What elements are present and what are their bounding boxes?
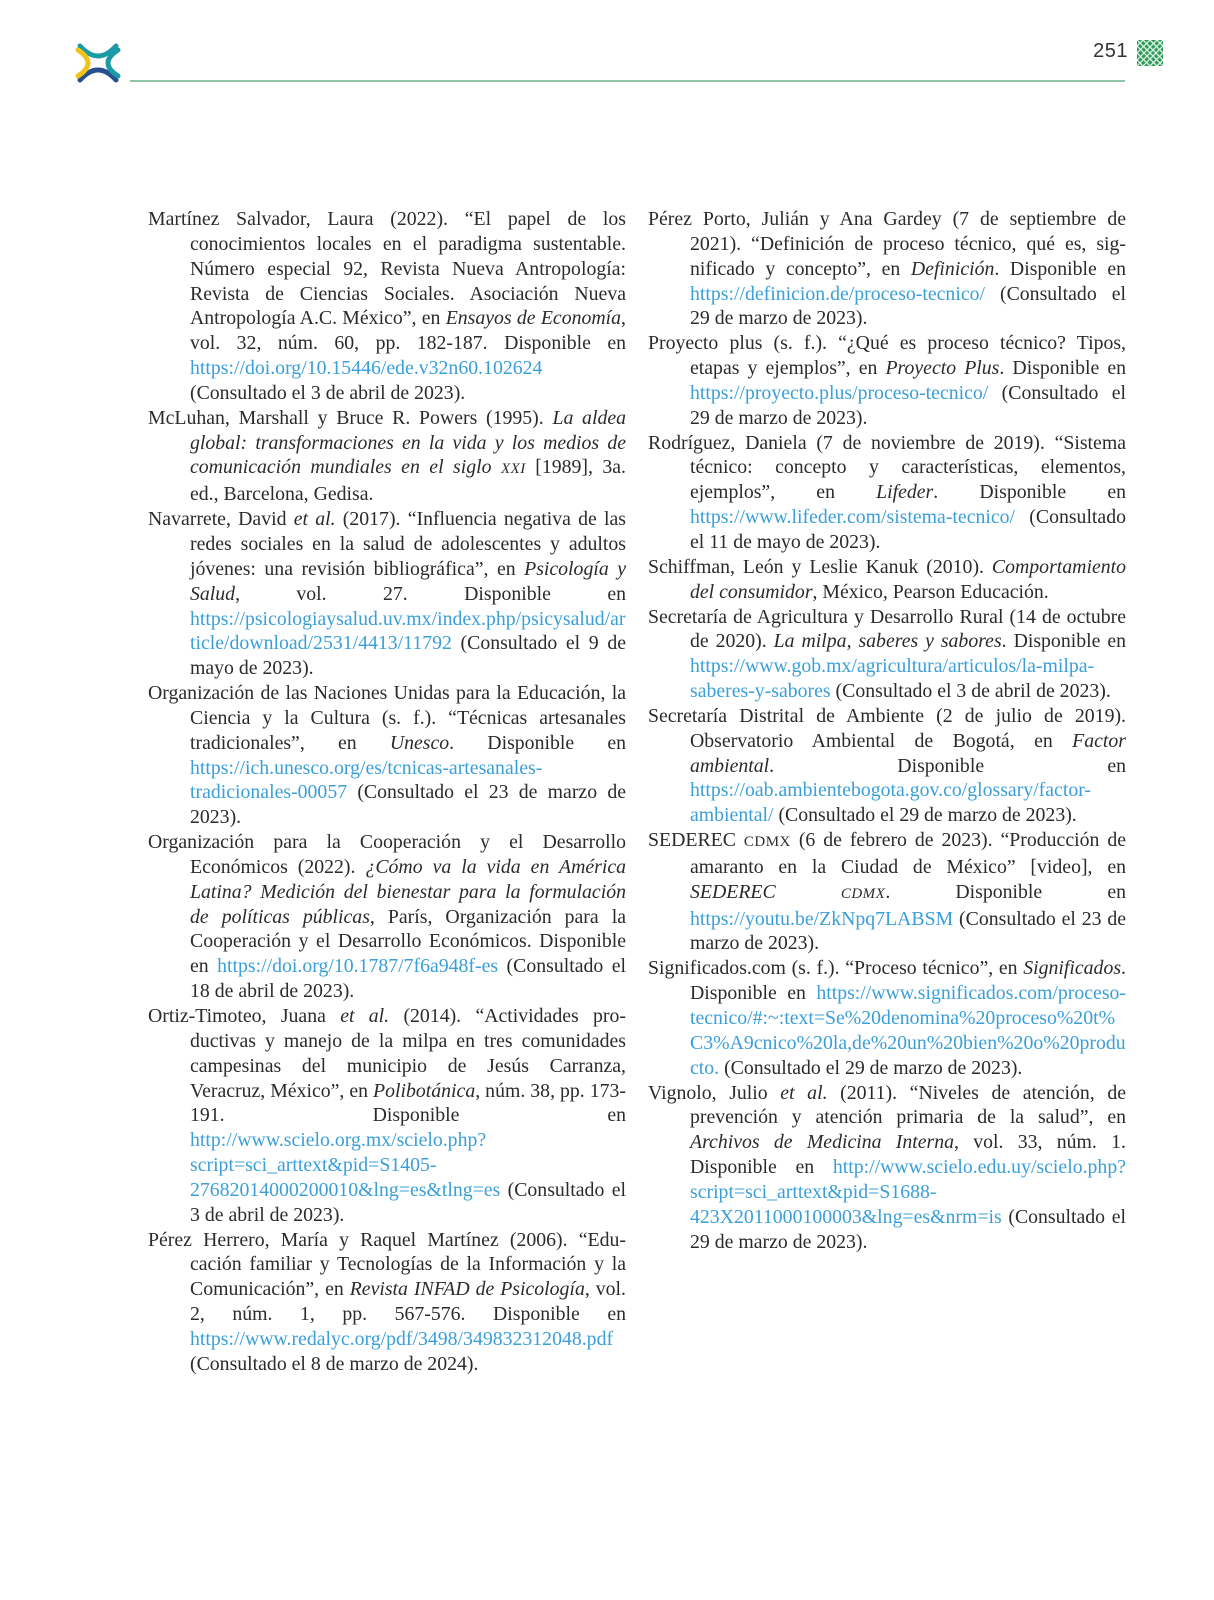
reference-link[interactable]: https://definicion.de/proceso-tecnico/ [690, 282, 985, 305]
reference-link[interactable]: http://www.scielo.edu.uy/scielo.php?script=sci_arttext&pid=S1688-423X2011000100003&lng=es&nrm=is [690, 1156, 1126, 1228]
reference-entry: Rodríguez, Daniela (7 de noviembre de 2019). “Sistema técnico: concepto y características, elementos, ejemplos”, en Lifeder. Disponible en https://www.lifeder.com/sistema-tecnico/ (Consultado el 11 de mayo de 2023). [648, 431, 1126, 553]
reference-entry: McLuhan, Marshall y Bruce R. Powers (1995). La aldea global: transformaciones en la vida y los medios de comunicación mundiales en el siglo XXI [1989], 3a. ed., Barcelona, Gedisa. [148, 406, 627, 506]
reference-entry: Pérez Porto, Julián y Ana Gardey (7 de septiembre de 2021). “Definición de proceso técnico, qué es, significado y concepto”, en Definición. Disponible en https://definicion.de/proceso-tecnico/ (Consultado el 29 de marzo de 2023). [648, 208, 1127, 330]
reference-link[interactable]: https://oab.ambientebogota.gov.co/glossary/factor-ambiental/ [690, 779, 1091, 827]
page-number: 251 [1093, 40, 1128, 62]
reference-entry: Secretaría de Agricultura y Desarrollo Rural (14 de octubre de 2020). La milpa, saberes y sabores. Disponible en https://www.gob.mx/agricultura/articulos/la-milpa-saberes-y-sabores (Consultado el 3 de abril de 2023). [648, 605, 1126, 703]
reference-entry: Vignolo, Julio et al. (2011). “Niveles de atención, de prevención y atención primaria de la salud”, en Archivos de Medicina Interna, vol. 33, núm. 1. Disponible en http://www.scielo.edu.uy/scielo.php?script=sci_arttext&pid=S1688-423X2011000100003&lng=es&nrm=is (Consultado el 29 de marzo de 2023). [648, 1081, 1126, 1253]
reference-entry: Proyecto plus (s. f.). “¿Qué es proceso técnico? Tipos, etapas y ejemplos”, en Proyecto Plus. Disponible en https://proyecto.plus/proceso-tecnico/ (Consultado el 29 de marzo de 2023). [648, 332, 1126, 429]
reference-entry: Martínez Salvador, Laura (2022). “El papel de los conocimientos locales en el paradigma sustentable. Número especial 92, Revista Nueva Antropología: Revista de Ciencias Sociales. Asociación Nueva Antropología A.C. México”, en Ensayos de Economía, vol. 32, núm. 60, pp. 182-187. Disponible en https://doi.org/10.15446/ede.v32n60.102624 (Consultado el 3 de abril de 2023). [148, 208, 626, 404]
reference-link[interactable]: http://www.scielo.org.mx/scielo.php?script=sci_arttext&pid=S1405-27682014000200010&lng=es&tlng=es [190, 1129, 501, 1201]
right-column [648, 207, 1126, 1254]
reference-link[interactable]: https://www.significados.com/proceso-tecnico/#:~:text=Se%20denomina%20proceso%20t%C3%A9cnico%20la,de%20un%20bien%20o%20producto. [690, 982, 1126, 1079]
reference-entry: Schiffman, León y Leslie Kanuk (2010). Comportamiento del consumidor, México, Pearson Educación. [648, 555, 1126, 603]
reference-link[interactable]: https://doi.org/10.1787/7f6a948f-es [217, 955, 499, 978]
reference-link[interactable]: https://youtu.be/ZkNpq7LABSM [690, 907, 954, 930]
header-rule [130, 80, 1125, 82]
left-column [148, 207, 626, 1377]
reference-link[interactable]: https://www.gob.mx/agricultura/articulos/la-milpa-saberes-y-sabores [690, 655, 1095, 703]
reference-link[interactable]: https://www.redalyc.org/pdf/3498/349832312048.pdf [190, 1327, 614, 1350]
reference-link[interactable]: https://doi.org/10.15446/ede.v32n60.102624 [190, 357, 543, 380]
reference-link[interactable]: https://proyecto.plus/proceso-tecnico/ [690, 381, 989, 404]
reference-entry: Ortiz-Timoteo, Juana et al. (2014). “Actividades productivas y manejo de la milpa en tres comunidades campesinas del municipio de Jesús Carranza, Veracruz, México”, en Polibotánica, núm. 38, pp. 173-191. Disponible en http://www.scielo.org.mx/scielo.php?script=sci_arttext&pid=S1405-27682014000200010&lng=es&tlng=es (Consultado el 3 de abril de 2023). [148, 1005, 626, 1226]
reference-entry: Organización para la Cooperación y el Desarrollo Económicos (2022). ¿Cómo va la vida en América Latina? Medición del bienestar para la formulación de políticas públicas, París, Organización para la Cooperación y el Desarrollo Económicos. Disponible en https://doi.org/10.1787/7f6a948f-es (Consultado el 18 de abril de 2023). [148, 831, 626, 1003]
reference-entry: Pérez Herrero, María y Raquel Martínez (2006). “Educación familiar y Tecnologías de la Información y la Comunicación”, en Revista INFAD de Psicología, vol. 2, núm. 1, pp. 567-576. Disponible en https://www.redalyc.org/pdf/3498/349832312048.pdf (Consultado el 8 de marzo de 2024). [148, 1228, 626, 1375]
reference-entry: Navarrete, David et al. (2017). “Influencia negativa de las redes sociales en la salud de adolescentes y adultos jóvenes: una revisión bibliográfica”, en Psicología y Salud, vol. 27. Disponible en https://psicologiaysalud.uv.mx/index.php/psicysalud/article/download/2531/4413/11792 (Consultado el 9 de mayo de 2023). [148, 508, 626, 680]
reference-entry: Significados.com (s. f.). “Proceso técnico”, en Significados. Disponible en https://www.significados.com/proceso-tecnico/#:~:text=Se%20denomina%20proceso%20t%C3%A9cnico%20la,de%20un%20bien%20o%20producto. (Consultado el 29 de marzo de 2023). [648, 957, 1126, 1079]
reference-entry: SEDEREC CDMX (6 de febrero de 2023). “Producción de amaranto en la Ciudad de México” [video], en SEDEREC CDMX. Disponible en https://youtu.be/ZkNpq7LABSM (Consultado el 23 de marzo de 2023). [648, 829, 1127, 955]
reference-link[interactable]: https://ich.unesco.org/es/tcnicas-artesanales-tradicionales-00057 [190, 756, 543, 804]
reference-link[interactable]: https://www.lifeder.com/sistema-tecnico/ [690, 506, 1016, 529]
green-pattern-square-icon [1137, 40, 1163, 66]
reference-entry: Organización de las Naciones Unidas para la Educación, la Ciencia y la Cultura (s. f.). “Técnicas artesanales tradicionales”, en Unesco. Disponible en https://ich.unesco.org/es/tcnicas-artesanales-tradicionales-00057 (Consultado el 23 de marzo de 2023). [148, 682, 626, 829]
four-arc-cross-logo-icon [74, 40, 122, 86]
reference-entry: Secretaría Distrital de Ambiente (2 de julio de 2019). Observatorio Ambiental de Bogotá, en Factor ambiental. Disponible en https://oab.ambientebogota.gov.co/glossary/factor-ambiental/ (Consultado el 29 de marzo de 2023). [648, 704, 1126, 827]
reference-link[interactable]: https://psicologiaysalud.uv.mx/index.php/psicysalud/article/download/2531/4413/11792 [190, 607, 626, 655]
